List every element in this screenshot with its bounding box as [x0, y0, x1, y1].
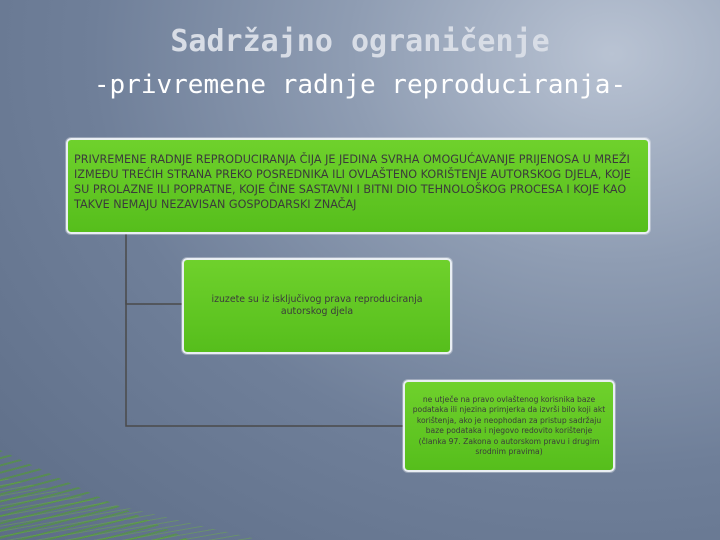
slide-title: Sadržajno ograničenje	[170, 24, 550, 59]
root-node-text: PRIVREMENE RADNJE REPRODUCIRANJA ČIJA JE JEDINA SVRHA OMOGUĆAVANJE PRIJENOSA U MREŽI IZMEĐU TREĆIH STRANA PREKO POSREDNIKA ILI OVLAŠTENO KORIŠTENJE AUTORSKOG DJELA, KOJE SU PROLAZNE ILI POPRATNE, KOJE ČINE SASTAVNI I BITNI DIO TEHNOLOŠKOG PROCESA I KOJE KAO TAKVE NEMAJU NEZAVISAN GOSPODARSKI ZNAČAJ	[74, 153, 631, 211]
root-node	[66, 138, 650, 234]
connector-root-to-child-1	[126, 234, 184, 304]
slide-subtitle: -privremene radnje reproduciranja-	[93, 70, 627, 100]
child-node-exemption	[182, 258, 452, 354]
child-node-database-rights	[403, 380, 615, 472]
child-node-database-rights-text: ne utječe na pravo ovlaštenog korisnika baze podataka ili njezina primjerka da izvrši bilo koji akt korištenja, ako je neophodan za pristup sadržaju baze podataka i njegovo redovito korištenje (članka 97. Zakona o autorskom pravu i drugim srodnim pravima)	[412, 394, 606, 456]
child-node-exemption-text: izuzete su iz isključivog prava reproduciranja autorskog djela	[211, 294, 423, 317]
